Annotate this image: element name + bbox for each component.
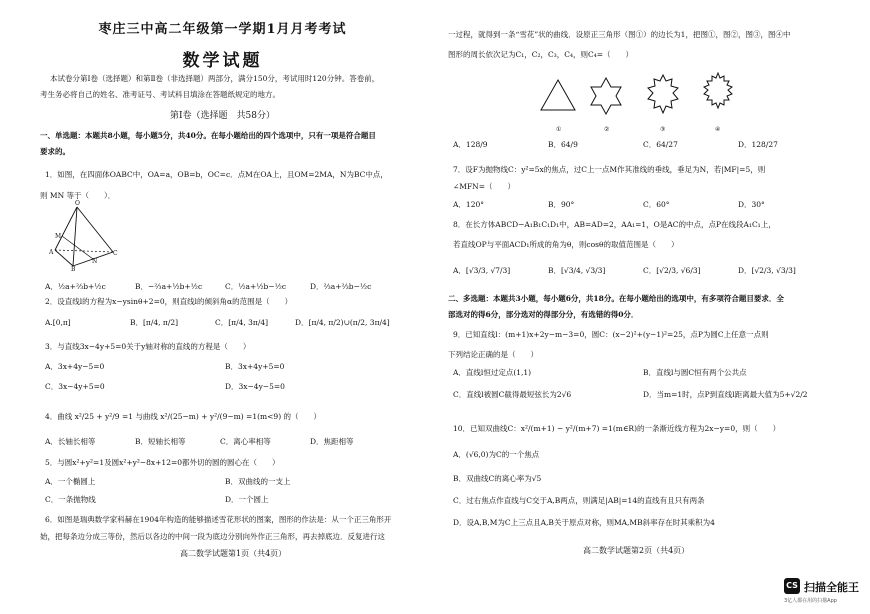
- q9-option-a: A．直线l恒过定点(1,1): [453, 368, 532, 377]
- q6-line-3: 一过程，就得到一条“雪花”状的曲线．设原正三角形（图①）的边长为1，把图①，图②，图③，图④中: [448, 30, 791, 39]
- q1-option-b: B．−⅔a+½b+½c: [135, 282, 203, 291]
- q9-line-1: 9．已知直线l：(m+1)x+2y−m−3=0，圆C：(x−2)²+(y−1)²=25，点P为圆C上任意一点则: [453, 330, 769, 339]
- q9-option-d: D．当m=1时，点P到直线l距离最大值为5+√2/2: [643, 390, 808, 399]
- part1-heading-1: 一、单选题：本题共8小题，每小题5分，共40分。在每小题给出的四个选项中，只有一项是符合题目: [40, 131, 376, 140]
- q6-line-4: 图形的周长依次记为C₁，C₂，C₃，C₄，则C₄=（ ）: [448, 50, 634, 59]
- q10-option-b: B．双曲线C的离心率为√5: [453, 474, 542, 483]
- q6-line-2: 始，把每条边分成三等份，然后以各边的中间一段为底边分别向外作正三角形，再去掉底边．反复进行这: [40, 532, 385, 541]
- q1-line-2: 则 MN 等于（ ）．: [40, 191, 116, 200]
- section-title: 第Ⅰ卷（选择题 共58分）: [169, 111, 275, 121]
- q4-option-c: C．离心率相等: [220, 437, 271, 446]
- q3-stem: 3．与直线3x−4y+5=0关于y轴对称的直线的方程是（ ）: [45, 342, 251, 351]
- fig-label-n: N: [92, 258, 98, 265]
- q9-line-2: 下列结论正确的是（ ）: [448, 350, 538, 359]
- q2-option-b: B．[π/4, π/2]: [130, 318, 179, 327]
- snowflake-label-1: ①: [556, 126, 562, 133]
- q7-line-2: ∠MFN=（ ）: [453, 182, 516, 191]
- q6-option-a: A．128/9: [453, 140, 488, 149]
- q4-option-d: D．焦距相等: [310, 437, 354, 446]
- q3-option-b: B．3x+4y+5=0: [225, 362, 285, 371]
- q3-option-d: D．3x−4y−5=0: [225, 382, 285, 391]
- q6-line-1: 6．如图是瑞典数学家科赫在1904年构造的能够描述雪花形状的图案，图形的作法是：从一个正三角形开: [45, 515, 392, 524]
- watermark-name: 扫描全能王: [804, 581, 859, 594]
- fig-label-m: M: [55, 233, 62, 240]
- q2-option-d: D．[π/4, π/2)∪(π/2, 3π/4]: [295, 318, 390, 327]
- exam-title: 枣庄三中高二年级第一学期1月月考考试: [98, 22, 347, 37]
- q1-option-c: C．½a+½b−½c: [225, 282, 287, 291]
- q10-stem: 10．已知双曲线C：x²/(m+1) − y²/(m+7) =1(m∈R)的一条渐近线方程为2x−y=0，则（ ）: [453, 424, 781, 433]
- q8-option-a: A．[√3/3, √7/3]: [453, 266, 511, 275]
- q7-option-a: A．120°: [453, 200, 484, 209]
- q5-option-a: A．一个椭圆上: [45, 477, 96, 486]
- q5-option-b: B．双曲线的一支上: [225, 477, 291, 486]
- koch-snowflake-figures: [538, 72, 743, 124]
- q8-line-2: 若直线OP与平面ACD₁所成的角为θ，则cosθ的取值范围是（ ）: [453, 240, 679, 249]
- watermark-subtitle: 3亿人都在用的扫描App: [784, 598, 837, 604]
- fig-label-c: C: [113, 250, 118, 257]
- q7-option-d: D．30°: [738, 200, 765, 209]
- q1-option-a: A．½a+⅔b+½c: [45, 282, 106, 291]
- q5-option-c: C．一条抛物线: [45, 495, 96, 504]
- q4-stem: 4．曲线 x²/25 + y²/9 =1 与曲线 x²/(25−m) + y²/(9−m) =1(m<9) 的（ ）: [45, 412, 322, 421]
- q8-option-b: B．[√3/4, √3/3]: [548, 266, 606, 275]
- q10-option-d: D．设A,B,M为C上三点且A,B关于原点对称，则MA,MB斜率存在时其乘积为4: [453, 518, 715, 527]
- q2-option-a: A.[0,π]: [45, 318, 71, 327]
- q1-line-1: 1．如图，在四面体OABC中，OA=a，OB=b，OC=c．点M在OA上，且OM=2MA，N为BC中点，: [45, 170, 388, 179]
- right-page: [448, 0, 833, 560]
- q1-option-d: D．⅔a+⅔b−½c: [310, 282, 372, 291]
- q2-option-c: C．[π/4, 3π/4]: [215, 318, 269, 327]
- intro-line-1: 本试卷分第Ⅰ卷（选择题）和第Ⅱ卷（非选择题）两部分，满分150分，考试用时120分钟。答卷前，: [50, 74, 380, 83]
- q7-option-b: B．90°: [548, 200, 575, 209]
- intro-line-2: 考生务必将自己的姓名、准考证号、考试科目填涂在答题纸规定的地方。: [40, 90, 280, 99]
- left-page-footer: 高二数学试题第1页（共4页）: [180, 549, 287, 558]
- q9-option-b: B．直线l与圆C恒有两个公共点: [643, 368, 747, 377]
- q8-line-1: 8．在长方体ABCD−A₁B₁C₁D₁中，AB=AD=2，AA₁=1，O是AC的中点，点P在线段A₁C₁上，: [453, 220, 776, 229]
- right-page-footer: 高二数学试题第2页（共4页）: [583, 546, 690, 555]
- q5-stem: 5．与圆x²+y²=1及圆x²+y²−8x+12=0都外切的圆的圆心在（ ）: [45, 458, 280, 467]
- part2-heading-1: 二、多选题：本题共3小题，每小题6分，共18分。在每小题给出的选项中，有多项符合题目要求．全: [448, 294, 784, 303]
- q2-stem: 2．设直线l的方程为x−ysinθ+2=0，则直线l的倾斜角α的范围是（ ）: [45, 297, 293, 306]
- part2-heading-2: 部选对的得6分，部分选对的得部分分，有选错的得0分．: [448, 310, 639, 319]
- fig-label-a: A: [49, 249, 54, 256]
- snowflake-label-3: ③: [660, 126, 666, 133]
- q7-line-1: 7．设F为抛物线C：y²=5x的焦点，过C上一点M作其准线的垂线，垂足为N，若|MF|=5，则: [453, 165, 766, 174]
- q6-option-b: B．64/9: [548, 140, 578, 149]
- q5-option-d: D．一个圆上: [225, 495, 269, 504]
- q10-option-a: A．(√6,0)为C的一个焦点: [453, 450, 540, 459]
- fig-label-b: B: [71, 266, 76, 273]
- fig-label-o: O: [75, 200, 80, 207]
- q3-option-c: C．3x−4y+5=0: [45, 382, 105, 391]
- q6-option-d: D．128/27: [738, 140, 778, 149]
- subject-title: 数学试题: [182, 51, 263, 71]
- q3-option-a: A．3x+4y−5=0: [45, 362, 105, 371]
- left-page: [40, 0, 405, 560]
- q9-option-c: C．直线l被圆C截得最短弦长为2√6: [453, 390, 572, 399]
- q4-option-a: A．长轴长相等: [45, 437, 96, 446]
- q10-option-c: C．过右焦点作直线与C交于A,B两点，则满足|AB|=14的直线有且只有两条: [453, 496, 705, 505]
- q8-option-c: C．[√2/3, √6/3]: [643, 266, 701, 275]
- snowflake-label-2: ②: [604, 126, 610, 133]
- part1-heading-2: 要求的。: [40, 147, 70, 156]
- camscanner-logo: CS: [784, 578, 800, 594]
- q6-option-c: C．64/27: [643, 140, 678, 149]
- snowflake-label-4: ④: [715, 126, 721, 133]
- q8-option-d: D．[√2/3, √3/3]: [738, 266, 796, 275]
- q7-option-c: C．60°: [643, 200, 670, 209]
- q4-option-b: B．短轴长相等: [135, 437, 186, 446]
